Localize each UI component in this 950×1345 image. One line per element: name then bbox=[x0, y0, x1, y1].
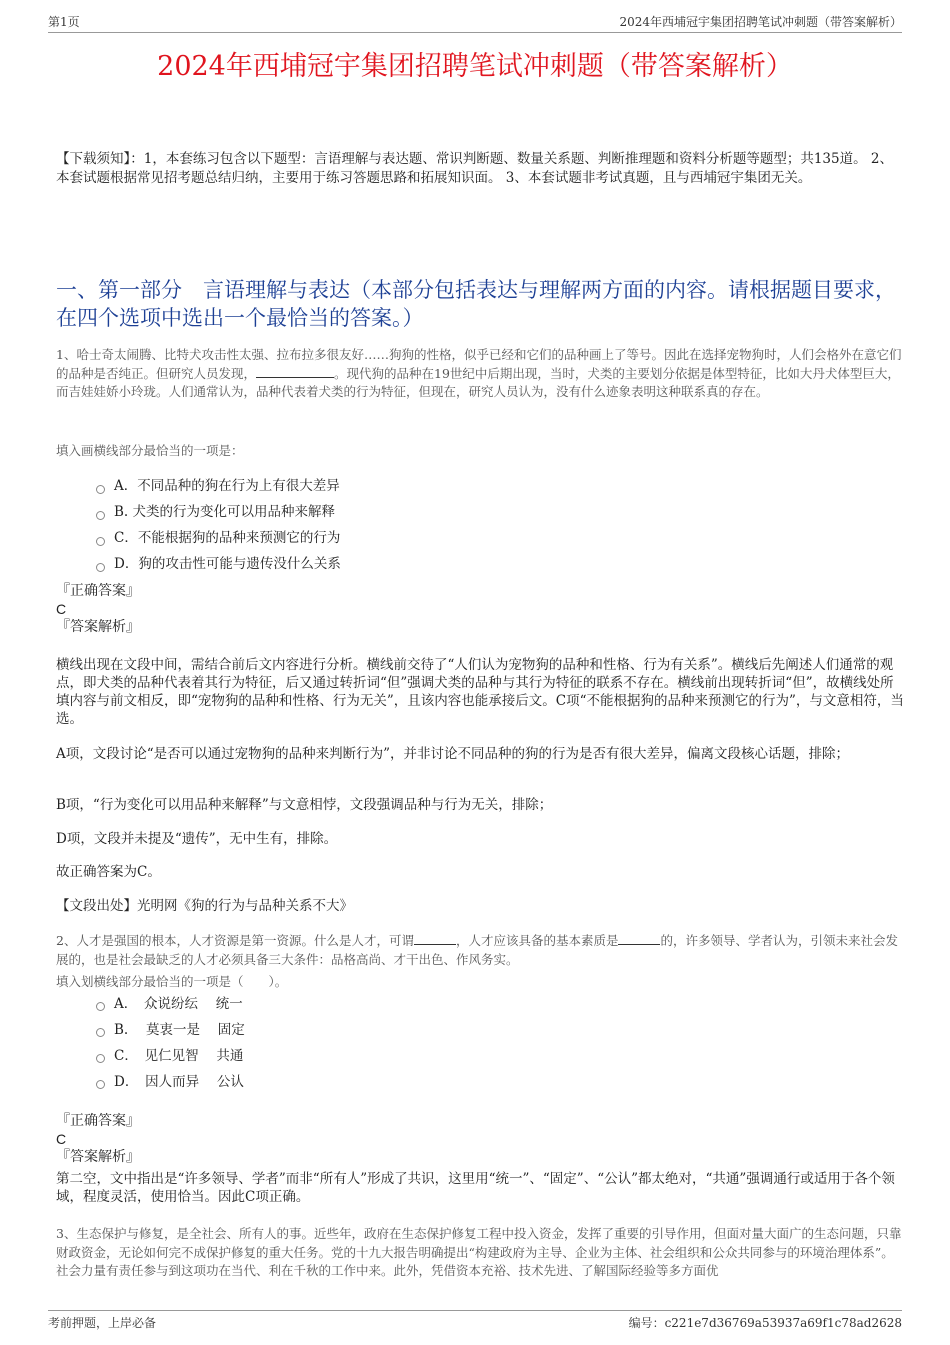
answer-label: 『正确答案』 bbox=[56, 583, 140, 599]
option-d[interactable]: D． 因人而异 公认 bbox=[96, 1070, 245, 1096]
q1-text-part-a: 1、哈士奇太闹腾、比特犬攻击性太强、拉布拉多很友好……狗狗的性格，似乎已经和它们的品种画上了等号。因此在选择宠物狗时，人们会格外在意它们的品种是否纯正。但研究人员发现， bbox=[56, 347, 902, 381]
radio-icon[interactable] bbox=[96, 1080, 105, 1089]
header-divider bbox=[48, 32, 902, 33]
footer-slogan: 考前押题，上岸必备 bbox=[48, 1316, 157, 1330]
answer-value: C bbox=[56, 1131, 67, 1147]
option-c[interactable]: C．不能根据狗的品种来预测它的行为 bbox=[96, 527, 341, 553]
answer-label: 『正确答案』 bbox=[56, 1113, 140, 1129]
page-footer bbox=[48, 1314, 902, 1334]
option-c[interactable]: C． 见仁见智 共通 bbox=[96, 1044, 245, 1070]
option-d[interactable]: D．狗的攻击性可能与遗传没什么关系 bbox=[96, 553, 341, 579]
analysis-label: 『答案解析』 bbox=[56, 619, 140, 635]
download-notice: 【下载须知】：1，本套练习包含以下题型：言语理解与表达题、常识判断题、数量关系题、判断推理题和资料分析题等题型；共135道。 2、本套试题根据常见招考题总结归纳，主要用于练习答题思路和拓展知识面。 3、本套试题非考试真题，且与西埔冠宇集团无关。 bbox=[56, 151, 893, 186]
answer-blank bbox=[618, 932, 660, 945]
radio-icon[interactable] bbox=[96, 485, 105, 494]
analysis-paragraph: 横线出现在文段中间，需结合前后文内容进行分析。横线前交待了“人们认为宠物狗的品种和性格、行为有关系”。横线后先阐述人们通常的观点，即犬类的品种代表着其行为特征，后又通过转折词“但”强调犬类的品种与其行为特征的联系不存在。横线前出现转折词“但”，故横线处所填内容与前文相反，即“宠物狗的品种和性格、行为无关”，且该内容也能承接后文。C项“不能根据狗的品种来预测它的行为”，与文意相符，当选。 bbox=[56, 657, 904, 727]
footer-divider bbox=[48, 1310, 902, 1311]
answer-blank bbox=[256, 365, 334, 378]
document-id: 编号：c221e7d36769a53937a69f1c78ad2628 bbox=[628, 1316, 902, 1330]
q1-text-part-b: 。现代狗的品种在19世纪中后期出现，当时，犬类的主要划分依据是体型特征，比如大丹犬体型巨大，而吉娃娃娇小玲珑。人们通常认为，品种代表着犬类的行为特征，但现在，研究人员认为，没有什么迹象表明这种联系真的存在。 bbox=[56, 365, 900, 399]
question-2-options bbox=[96, 992, 245, 1096]
section-heading: 一、第一部分 言语理解与表达（本部分包括表达与理解两方面的内容。请根据题目要求，在四个选项中选出一个最恰当的答案。） bbox=[56, 278, 896, 330]
question-2-text: 2、人才是强国的根本，人才资源是第一资源。什么是人才，可谓 ，人才应该具备的基本素质是 的，许多领导、学者认为，引领未来社会发展的，也是社会最缺乏的人才必须具备三大条件：品格高尚、才干出色、作风务实。 bbox=[56, 933, 898, 967]
analysis-paragraph: 第二空，文中指出是“许多领导、学者”而非“所有人”形成了共识，这里用“统一”、“固定”、“公认”都太绝对，“共通”强调通行或适用于各个领域，程度灵活，使用恰当。因此C项正确。 bbox=[56, 1171, 895, 1205]
question-1-prompt: 填入画横线部分最恰当的一项是： bbox=[56, 443, 244, 458]
radio-icon[interactable] bbox=[96, 563, 105, 572]
radio-icon[interactable] bbox=[96, 537, 105, 546]
option-b[interactable]: B. 莫衷一是 固定 bbox=[96, 1018, 245, 1044]
analysis-paragraph: A项，文段讨论“是否可以通过宠物狗的品种来判断行为”，并非讨论不同品种的狗的行为是否有很大差异，偏离文段核心话题，排除； bbox=[56, 746, 850, 762]
question-1-answer bbox=[56, 582, 904, 636]
option-b[interactable]: B. 犬类的行为变化可以用品种来解释 bbox=[96, 501, 341, 527]
question-3-text: 3、生态保护与修复，是全社会、所有人的事。近些年，政府在生态保护修复工程中投入资金，发挥了重要的引导作用，但面对量大面广的生态问题，只靠财政资金，无论如何完不成保护修复的重大任务。党的十九大报告明确提出“构建政府为主导、企业为主体、社会组织和公众共同参与的环境治理体系”。社会力量有责任参与到这项功在当代、利在千秋的工作中来。此外，凭借资本充裕、技术先进、了解国际经验等多方面优 bbox=[56, 1226, 902, 1278]
page-header bbox=[48, 13, 902, 33]
option-a[interactable]: A．不同品种的狗在行为上有很大差异 bbox=[96, 475, 341, 501]
analysis-paragraph: 故正确答案为C。 bbox=[56, 864, 161, 880]
analysis-paragraph: D项，文段并未提及“遗传”，无中生有，排除。 bbox=[56, 831, 338, 847]
question-1-options bbox=[96, 475, 341, 579]
page-title: 2024年西埔冠宇集团招聘笔试冲刺题（带答案解析） bbox=[157, 51, 793, 82]
question-2-prompt: 填入划横线部分最恰当的一项是（ ）。 bbox=[56, 974, 288, 989]
radio-icon[interactable] bbox=[96, 1002, 105, 1011]
header-doc-title: 2024年西埔冠宇集团招聘笔试冲刺题（带答案解析） bbox=[619, 15, 902, 29]
answer-value: C bbox=[56, 601, 67, 617]
radio-icon[interactable] bbox=[96, 511, 105, 520]
radio-icon[interactable] bbox=[96, 1028, 105, 1037]
analysis-paragraph: B项，“行为变化可以用品种来解释”与文意相悖，文段强调品种与行为无关，排除； bbox=[56, 797, 553, 813]
answer-blank bbox=[414, 932, 456, 945]
analysis-label: 『答案解析』 bbox=[56, 1149, 140, 1165]
radio-icon[interactable] bbox=[96, 1054, 105, 1063]
question-1-text bbox=[56, 346, 904, 402]
source-citation: 【文段出处】光明网《狗的行为与品种关系不大》 bbox=[56, 898, 353, 914]
page-number: 第1页 bbox=[48, 15, 80, 29]
option-a[interactable]: A． 众说纷纭 统一 bbox=[96, 992, 245, 1018]
question-2-answer bbox=[56, 1112, 904, 1166]
